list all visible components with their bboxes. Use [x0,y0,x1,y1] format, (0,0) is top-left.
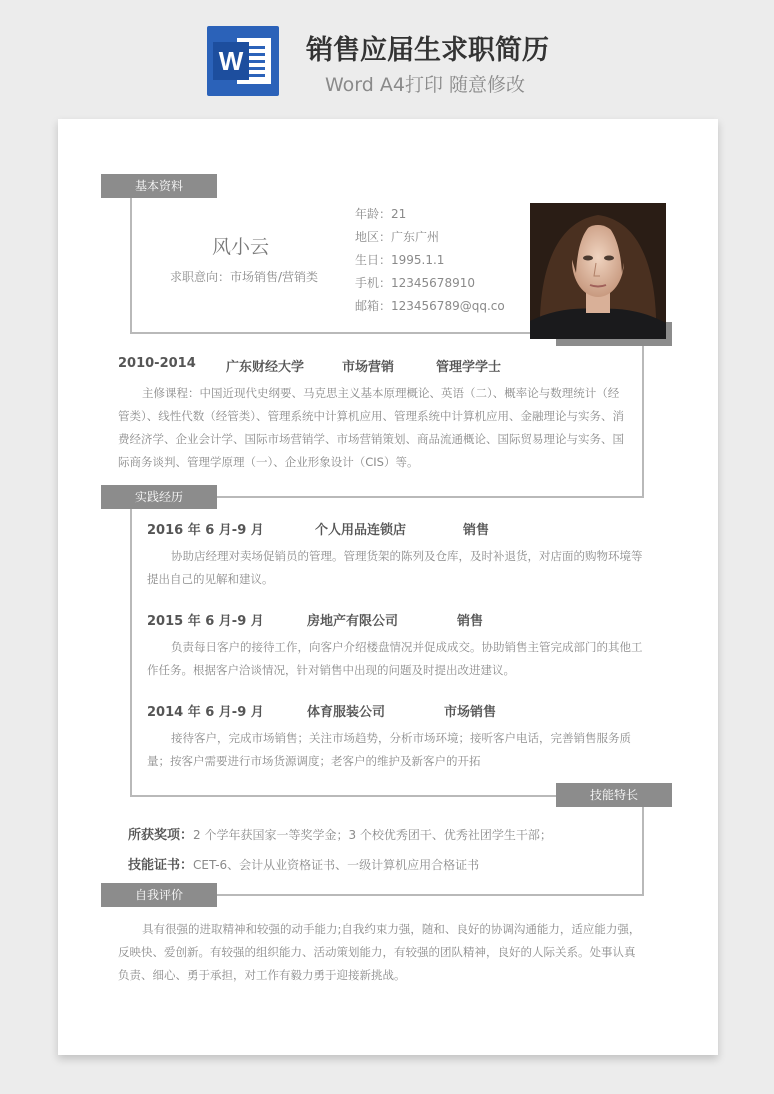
exp-role: 市场销售 [444,705,497,720]
exp-period: 2015 年 6 月-9 月 [147,614,264,629]
profile-name: 风小云 [212,236,270,258]
exp-company: 房地产有限公司 [307,614,399,629]
edu-period: 2010-2014 [118,356,196,371]
section-tag-practice: 实践经历 [101,485,217,509]
page-subtitle: Word A4打印 随意修改 [325,74,526,96]
exp-desc: 接待客户，完成市场销售；关注市场趋势，分析市场环境；接听客户电话，完善销售服务质量；按客户需要进行市场货源调度；老客户的维护及新客户的开拓 [147,731,631,768]
edu-degree: 管理学学士 [436,360,502,375]
word-logo-letter: W [213,42,249,80]
word-icon [207,26,279,96]
frame-line [130,185,132,333]
section-tag-basic: 基本资料 [101,174,217,198]
exp-role: 销售 [457,614,484,629]
exp-role: 销售 [463,523,490,538]
frame-line [216,894,644,896]
profile-email: 邮箱：123456789@qq.co [355,299,505,313]
edu-major: 市场营销 [342,360,395,375]
page-title: 销售应届生求职简历 [306,35,549,66]
frame-line [130,509,132,796]
profile-birthday: 生日：1995.1.1 [355,253,445,267]
awards-row [128,824,552,843]
profile-phone: 手机：12345678910 [355,276,475,290]
profile-region: 地区：广东广州 [355,230,440,244]
section-tag-self: 自我评价 [101,883,217,907]
edu-school: 广东财经大学 [226,360,305,375]
exp-period: 2016 年 6 月-9 月 [147,523,264,538]
profile-photo [530,203,666,339]
section-tag-skills: 技能特长 [556,783,672,807]
certs-label: 技能证书： [128,858,194,873]
self-eval-text: 具有很强的进取精神和较强的动手能力;自我约束力强，随和、良好的协调沟通能力，适应能力强，反映快、爱创新。有较强的组织能力、活动策划能力，有较强的团队精神，良好的人际关系。处事认真负责、细心、勇于承担，对工作有毅力勇于迎接新挑战。 [118,922,641,982]
exp-desc: 协助店经理对卖场促销员的管理。管理货架的陈列及仓库，及时补退货，对店面的购物环境等提出自己的见解和建议。 [147,549,643,586]
frame-line [642,807,644,895]
profile-age: 年龄：21 [355,207,407,221]
exp-desc: 负责每日客户的接待工作，向客户介绍楼盘情况并促成成交。协助销售主管完成部门的其他工作任务。根据客户洽谈情况，针对销售中出现的问题及时提出改进建议。 [147,640,643,677]
edu-courses: 主修课程：中国近现代史纲要、马克思主义基本原理概论、英语（二）、概率论与数理统计（经管类）、线性代数（经管类）、管理系统中计算机应用、管理系统中计算机应用、金融理论与实务、消费经济学、企业会计学、国际市场营销学、市场营销策划、商品流通概论、国际贸易理论与实务、国际商务谈判、管理学原理（一）、企业形象设计（CIS）等。 [118,386,624,469]
exp-period: 2014 年 6 月-9 月 [147,705,264,720]
awards-label: 所获奖项： [128,828,194,843]
awards-text: 2 个学年获国家一等奖学金；3 个校优秀团干、优秀社团学生干部； [193,828,552,842]
exp-company: 体育服装公司 [307,705,386,720]
profile-objective: 求职意向：市场销售/营销类 [170,270,319,284]
frame-line [642,333,644,497]
certs-text: CET-6、会计从业资格证书、一级计算机应用合格证书 [193,858,480,872]
exp-company: 个人用品连锁店 [315,523,407,538]
frame-line [130,795,558,797]
certs-row [128,854,479,873]
